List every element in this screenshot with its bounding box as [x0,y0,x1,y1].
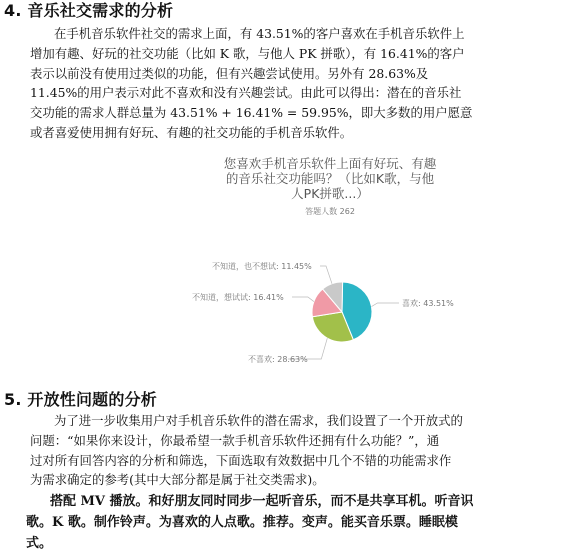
section-4-heading: 4. 音乐社交需求的分析 [4,1,174,20]
paragraph-line: 问题：“如果你来设计，你最希望一款手机音乐软件还拥有什么功能？”，通 [30,432,440,448]
pie-label-2: 不知道，想试试: 16.41% [192,293,284,302]
feature-line: 搭配 MV 播放。和好朋友同时同步一起听音乐，而不是共享耳机。听音识 [50,494,474,509]
paragraph-line: 表示以前没有使用过类似的功能，但有兴趣尝试使用。另外有 28.63%及 [30,65,429,81]
pie-leader-line-2 [292,297,314,302]
paragraph-line: 为了进一步收集用户对手机音乐软件的潜在需求，我们设置了一个开放式的 [54,413,463,428]
paragraph-line: 增加有趣、好玩的社交功能（比如 K 歌，与他人 PK 拼歌），有 16.41%的客户 [30,45,465,61]
pie-leader-line-3 [320,266,332,284]
chart-title-line: 的音乐社交功能吗？（比如K歌，与他 [225,171,435,186]
chart-title-line: 人PK拼歌...） [291,186,369,201]
section-4-paragraph [30,24,576,143]
pie-label-3: 不知道，也不想试: 11.45% [212,262,312,271]
feature-line: 式。 [26,536,53,551]
chart-title [210,156,450,201]
feature-list-paragraph [26,491,578,554]
paragraph-line: 或者喜爱使用拥有好玩、有趣的社交功能的手机音乐软件。 [30,124,353,140]
pie-label-0: 喜欢: 43.51% [402,299,454,308]
paragraph-line: 过对所有回答内容的分析和筛选，下面选取有效数据中几个不错的功能需求作 [30,452,452,468]
chart-title-line: 您喜欢手机音乐软件上面有好玩、有趣 [223,156,437,171]
section-5-paragraph [30,411,576,490]
pie-leader-line-0 [371,303,399,307]
paragraph-line: 交功能的需求人群总量为 43.51% + 16.41% = 59.95%，即大多数的用户愿意 [30,105,473,121]
feature-line: 歌。K 歌。制作铃声。为喜欢的人点歌。推荐。变声。能买音乐票。睡眠模 [26,515,458,530]
chart-subtitle: 答题人数 262 [305,207,355,216]
paragraph-line: 为需求确定的参考(其中大部分都是属于社交类需求)。 [30,472,325,488]
pie-chart [0,230,586,400]
paragraph-line: 11.45%的用户表示对此不喜欢和没有兴趣尝试。由此可以得出：潜在的音乐社 [30,85,462,101]
pie-label-1: 不喜欢: 28.63% [248,355,308,364]
paragraph-line: 在手机音乐软件社交的需求上面，有 43.51%的客户喜欢在手机音乐软件上 [54,26,465,41]
section-5-heading: 5. 开放性问题的分析 [4,390,157,409]
